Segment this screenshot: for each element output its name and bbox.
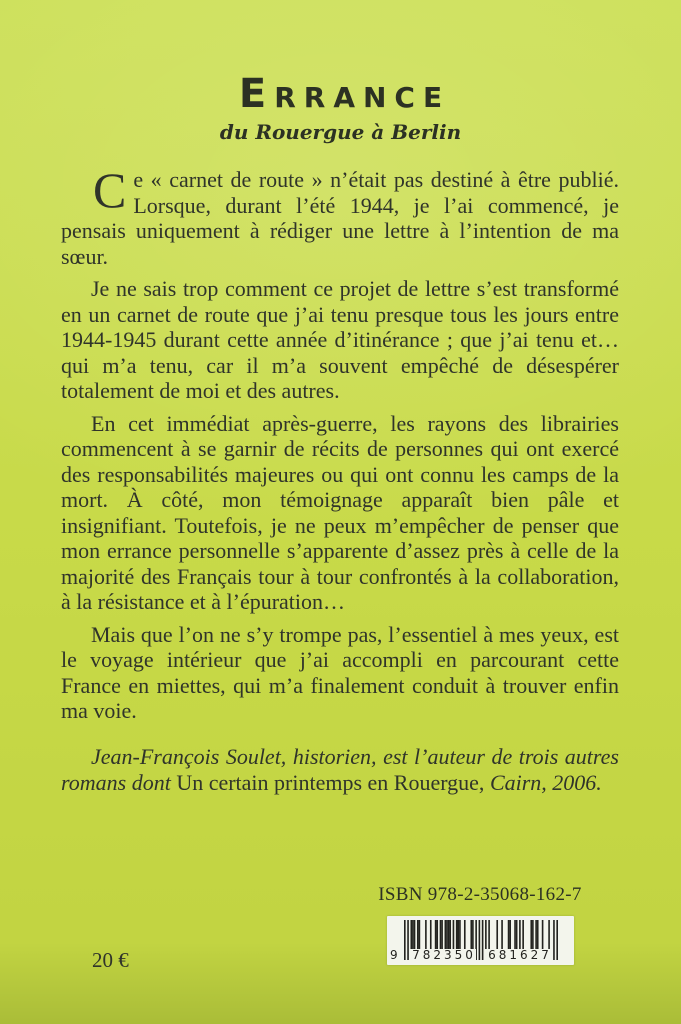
author-note-italic-lead: Jean-François Soulet, historien, est l’auteur de trois autres romans dont <box>61 743 619 795</box>
blurb-opening-text: e « carnet de route » n’était pas destiné à être publié. Lorsque, durant l’été 1944, je l’ai commencé, je pensais uniquement à rédiger une lettre à l’intention de ma sœur. <box>61 167 619 269</box>
blurb-paragraph: Je ne sais trop comment ce projet de lettre s’est transformé en un carnet de route que j’ai tenu presque tous les jours entre 1944-1945 durant cette année d’itinérance ; que j’ai tenu et… qui m’a tenu, car il m’a souvent empêché de désespérer totalement de moi et des autres. <box>61 276 619 403</box>
author-note-book-title: Un certain printemps en Rouergue, <box>176 769 490 795</box>
book-subtitle: du Rouergue à Berlin <box>219 120 462 144</box>
drop-cap: C <box>93 162 127 218</box>
barcode-digits-left: 782350 <box>409 949 476 962</box>
barcode-digits-right: 681627 <box>485 949 552 962</box>
author-note-publisher: Cairn, 2006. <box>489 769 602 795</box>
blurb-paragraph <box>61 162 619 269</box>
price-label: 20 € <box>92 948 129 972</box>
blurb-paragraph: Mais que l’on ne s’y trompe pas, l’essentiel à mes yeux, est le voyage intérieur que j’ai accompli en parcourant cette France en miettes, qui m’a finalement conduit à trouver enfin ma voie. <box>61 621 619 723</box>
author-note <box>61 744 619 796</box>
book-title: ERRANCE <box>238 71 451 117</box>
blurb <box>61 162 619 796</box>
barcode <box>387 916 574 965</box>
blurb-paragraph: En cet immédiat après-guerre, les rayons des librairies commencent à se garnir de récits de personnes qui ont exercé des responsabilités majeures ou qui ont connu les camps de la mort. À côté, mon témoignage apparaît bien pâle et insignifiant. Toutefois, je ne peux m’empêcher de penser que mon errance personnelle s’apparente d’assez près à celle de la majorité des Français tour à tour confrontés à la collaboration, à la résistance et à l’épuration… <box>61 410 619 614</box>
isbn-text: ISBN 978-2-35068-162-7 <box>378 884 582 905</box>
barcode-digit-leading: 9 <box>390 948 398 962</box>
